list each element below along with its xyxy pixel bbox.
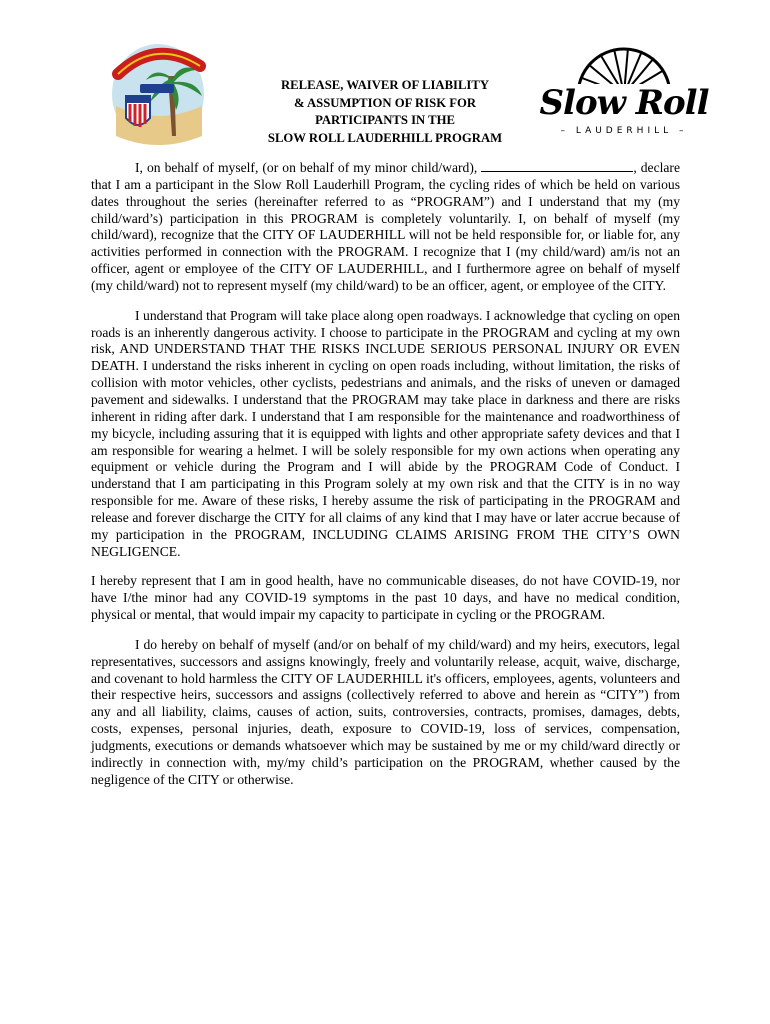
paragraph-1 xyxy=(91,160,680,295)
city-of-lauderhill-logo-icon xyxy=(106,36,212,148)
document-title xyxy=(230,77,540,147)
title-line-3: PARTICIPANTS IN THE xyxy=(315,113,455,127)
paragraph-1-rest: , declare that I am a participant in the Slow Roll Lauderhill Program, the cycling rides of which be held on various dates throughout the series (hereinafter referred to as “PROGRAM”) and I understand that my (my child/ward’s) participation in this PROGRAM is completely voluntarily. I, on behalf of myself (my child/ward), recognize that the CITY OF LAUDERHILL will not be held responsible for, or liable for, any activities performed in connection with the PROGRAM. I recognize that I (my child/ward) am/is not an officer, agent or employee of the CITY OF LAUDERHILL, and I furthermore agree on behalf of myself (my child/ward) not to represent myself (my child/ward) to be an officer, agent, or employee of the CITY. xyxy=(91,160,680,293)
slow-roll-lauderhill-logo-icon xyxy=(539,34,709,138)
document-body xyxy=(91,160,680,802)
paragraph-1-start: I, on behalf of myself, (or on behalf of my minor child/ward), xyxy=(135,160,478,175)
svg-text:– LAUDERHILL –: – LAUDERHILL – xyxy=(560,126,688,136)
participant-name-blank[interactable] xyxy=(481,160,633,172)
paragraph-3: I hereby represent that I am in good health, have no communicable diseases, do not have COVID-19, nor have I/the minor had any COVID-19 symptoms in the past 10 days, and have no medical condition, physical or mental, that would impair my capacity to participate in cycling or the PROGRAM. xyxy=(91,573,680,623)
title-line-1: RELEASE, WAIVER OF LIABILITY xyxy=(281,78,489,92)
paragraph-4: I do hereby on behalf of myself (and/or on behalf of my child/ward) and my heirs, executors, legal representatives, successors and assigns knowingly, freely and voluntarily release, acquit, waive, discharge, and covenant to hold harmless the CITY OF LAUDERHILL it's officers, employees, agents, volunteers and their respective heirs, successors and assigns (collectively referred to above and herein as “CITY”) from any and all liability, claims, causes of action, suits, controversies, contracts, promises, damages, debts, costs, expenses, personal injuries, death, exposure to COVID-19, loss of services, compensation, judgments, executions or demands whatsoever which may be sustained by me or my child/ward directly or indirectly in connection with, my/my child’s participation on the PROGRAM, whether caused by the negligence of the CITY or otherwise. xyxy=(91,636,680,787)
svg-text:Slow Roll: Slow Roll xyxy=(539,83,709,123)
paragraph-2: I understand that Program will take place along open roadways. I acknowledge that cycling on open roads is an inherently dangerous activity. I choose to participate in the PROGRAM and cycling at my own risk, AND UNDERSTAND THAT THE RISKS INCLUDE SERIOUS PERSONAL INJURY OR EVEN DEATH. I understand the risks inherent in cycling on open roads including, without limitation, the risks of collision with motor vehicles, other cyclists, pedestrians and animals, and the risks of uneven or damaged pavement and sidewalks. I understand that the PROGRAM may take place in darkness and there are risks inherent in riding after dark. I understand that I am responsible for the maintenance and roadworthiness of my bicycle, including assuring that it is equipped with lights and other appropriate safety devices and that I am responsible for wearing a helmet. I will be solely responsible for my own actions when operating any equipment or vehicle during the Program and I will abide by the PROGRAM Code of Conduct. I understand that I am participating in this Program solely at my own risk and that the CITY is in no way responsible for me. Aware of these risks, I hereby assume the risk of participating in the PROGRAM and release and forever discharge the CITY for all claims of any kind that I may have or later accrue because of my participation in the PROGRAM, INCLUDING CLAIMS ARISING FROM THE CITY’S OWN NEGLIGENCE. xyxy=(91,307,680,559)
title-line-2: & ASSUMPTION OF RISK FOR xyxy=(293,95,477,110)
title-line-4: SLOW ROLL LAUDERHILL PROGRAM xyxy=(267,130,503,145)
